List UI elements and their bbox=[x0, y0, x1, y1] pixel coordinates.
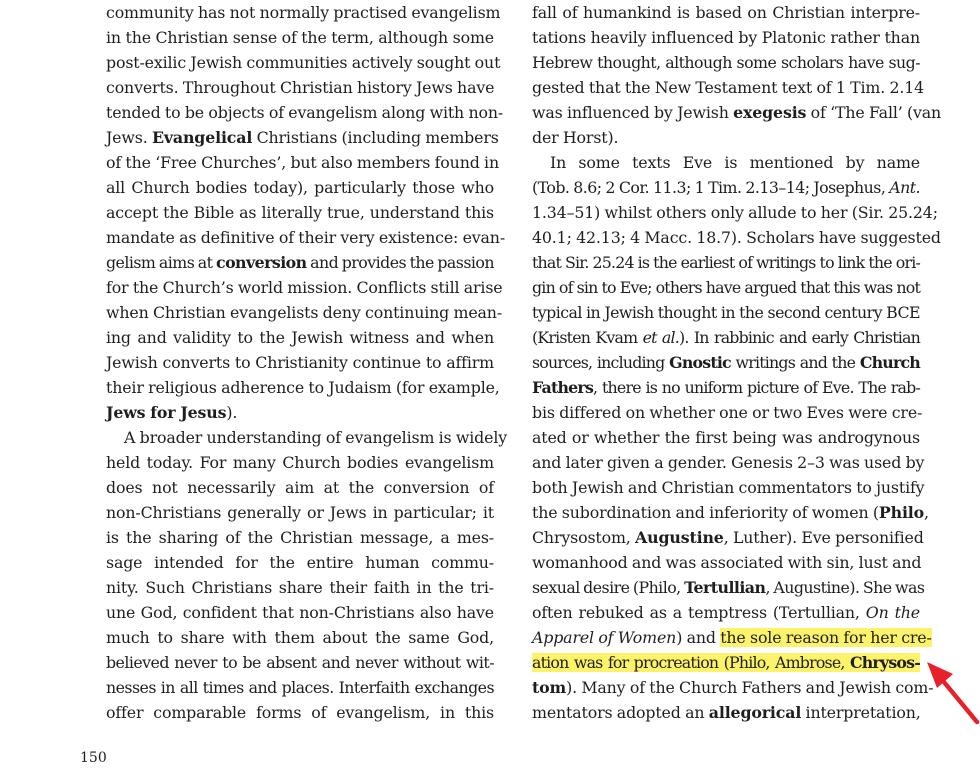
text-line bbox=[106, 250, 494, 275]
cross-reference-link[interactable]: exegesis bbox=[733, 103, 807, 122]
text-line bbox=[532, 275, 920, 300]
text-run: offer comparable forms of evangelism, in this bbox=[106, 703, 494, 722]
text-run: interpretation, bbox=[801, 703, 921, 722]
text-run: sexual desire (Philo, bbox=[532, 578, 685, 597]
text-line bbox=[532, 100, 942, 125]
text-run: ing and validity to the Jewish witness and when bbox=[106, 328, 494, 347]
text-line bbox=[106, 50, 501, 75]
text-line bbox=[106, 525, 494, 550]
text-line bbox=[106, 600, 494, 625]
cross-reference-link[interactable]: Fathers bbox=[532, 378, 594, 397]
text-run: Jewish converts to Christianity continue to affirm bbox=[106, 353, 494, 372]
text-run: (Kristen Kvam bbox=[532, 328, 643, 347]
text-run: gelism aims at bbox=[106, 253, 216, 272]
text-run: tended to be objects of evangelism along with non- bbox=[106, 103, 504, 122]
text-run: ). In rabbinic and early Christian bbox=[679, 328, 920, 347]
text-run: et al. bbox=[642, 328, 680, 347]
text-line bbox=[106, 175, 494, 200]
text-line bbox=[106, 375, 500, 400]
text-line bbox=[532, 650, 920, 675]
text-line bbox=[106, 150, 499, 175]
cross-reference-link[interactable]: Evangelical bbox=[151, 128, 253, 147]
text-run: , there is no uniform picture of Eve. The rab- bbox=[593, 378, 920, 397]
text-line bbox=[106, 275, 503, 300]
text-run: Ant. bbox=[889, 178, 920, 197]
highlighted-text: the sole reason for her cre- bbox=[720, 628, 932, 647]
text-line bbox=[532, 450, 925, 475]
text-run: In some texts Eve is mentioned by name bbox=[550, 153, 920, 172]
text-line bbox=[532, 475, 925, 500]
text-line bbox=[106, 225, 506, 250]
text-line bbox=[106, 550, 494, 575]
text-run: , bbox=[924, 503, 929, 522]
text-run: of ‘The Fall’ (van bbox=[806, 103, 942, 122]
text-run: both Jewish and Christian commentators to justify bbox=[532, 478, 925, 497]
text-line bbox=[106, 675, 494, 700]
text-run: when Christian evangelists deny continuing mean- bbox=[106, 303, 503, 322]
text-line bbox=[532, 700, 920, 725]
text-run: ated or whether the first being was androgynous bbox=[532, 428, 920, 447]
highlighted-text: Chrysos- bbox=[849, 653, 920, 672]
text-line bbox=[106, 0, 501, 25]
text-run: mentators adopted an bbox=[532, 703, 709, 722]
text-line bbox=[532, 175, 920, 200]
red-arrow-icon bbox=[925, 660, 980, 725]
text-run: and provides the passion bbox=[306, 253, 494, 272]
text-run: all Church bodies today), particularly those who bbox=[106, 178, 494, 197]
text-line bbox=[106, 125, 499, 150]
text-line bbox=[106, 575, 494, 600]
text-run: bis differed on whether one or two Eves were cre- bbox=[532, 403, 923, 422]
text-line bbox=[532, 400, 923, 425]
text-line bbox=[106, 700, 494, 725]
text-run: in the Christian sense of the term, although some bbox=[106, 28, 494, 47]
text-run: converts. Throughout Christian history Jews have bbox=[106, 78, 495, 97]
text-run: of the ‘Free Churches’, but also members found in bbox=[106, 153, 499, 172]
text-line bbox=[532, 300, 920, 325]
text-line bbox=[106, 300, 503, 325]
text-line bbox=[532, 150, 920, 175]
text-run: 40.1; 42.13; 4 Macc. 18.7). Scholars have suggested bbox=[532, 228, 941, 247]
text-line bbox=[106, 325, 494, 350]
text-line bbox=[106, 650, 494, 675]
text-line bbox=[106, 475, 494, 500]
text-run: womanhood and was associated with sin, lust and bbox=[532, 553, 922, 572]
text-run: nesses in all times and places. Interfaith exchanges bbox=[106, 678, 494, 697]
text-run: and later given a gender. Genesis 2–3 was used by bbox=[532, 453, 925, 472]
text-line bbox=[532, 50, 920, 75]
text-line bbox=[532, 500, 929, 525]
text-line bbox=[106, 425, 507, 450]
text-run: Hebrew thought, although some scholars have sug- bbox=[532, 53, 920, 72]
text-run: ). bbox=[226, 403, 238, 422]
text-line bbox=[532, 0, 920, 25]
text-run: Christians (including members bbox=[252, 128, 499, 147]
text-run: was influenced by Jewish bbox=[532, 103, 734, 122]
text-line bbox=[106, 350, 494, 375]
text-line bbox=[532, 425, 920, 450]
text-line bbox=[532, 325, 920, 350]
highlighted-text: ation was for procreation (Philo, Ambrose, bbox=[532, 653, 850, 672]
cross-reference-link[interactable]: Jews for Jesus bbox=[106, 403, 227, 422]
text-line bbox=[532, 75, 925, 100]
text-run: that Sir. 25.24 is the earliest of writings to link the ori- bbox=[532, 253, 920, 272]
text-run: is the sharing of the Christian message, a mes- bbox=[106, 528, 494, 547]
text-line bbox=[532, 375, 920, 400]
cross-reference-link[interactable]: Augustine bbox=[635, 528, 724, 547]
text-line bbox=[532, 575, 925, 600]
text-run: , Luther). Eve personified bbox=[723, 528, 924, 547]
text-line bbox=[532, 675, 934, 700]
text-run: for the Church’s world mission. Conflicts still arise bbox=[106, 278, 503, 297]
text-run: fall of humankind is based on Christian interpre- bbox=[532, 3, 920, 22]
text-run: A broader understanding of evangelism is widely bbox=[124, 428, 507, 447]
text-run: (Tob. 8.6; 2 Cor. 11.3; 1 Tim. 2.13–14; Josephus, bbox=[532, 178, 890, 197]
text-run: gin of sin to Eve; others have argued that this was not bbox=[532, 278, 920, 297]
text-line bbox=[532, 200, 938, 225]
text-line bbox=[532, 625, 932, 650]
text-line bbox=[532, 250, 920, 275]
text-run: , Augustine). She was bbox=[765, 578, 925, 597]
cross-reference-link[interactable]: Tertullian bbox=[684, 578, 766, 597]
text-run: der Horst). bbox=[532, 128, 619, 147]
text-run: community has not normally practised evangelism bbox=[106, 3, 501, 22]
cross-reference-link[interactable]: Gnostic bbox=[669, 353, 731, 372]
text-run: their religious adherence to Judaism (for example, bbox=[106, 378, 500, 397]
arrow-head bbox=[927, 662, 953, 688]
text-run: mandate as definitive of their very existence: evan- bbox=[106, 228, 506, 247]
text-line bbox=[532, 600, 920, 625]
text-run: writings and the bbox=[730, 353, 860, 372]
text-run: believed never to be absent and never without wit- bbox=[106, 653, 494, 672]
text-run: Apparel of Women bbox=[532, 628, 677, 647]
text-run: non-Christians generally or Jews in particular; it bbox=[106, 503, 494, 522]
text-line bbox=[532, 550, 920, 575]
text-line bbox=[106, 25, 494, 50]
text-run: tations heavily influenced by Platonic rather than bbox=[532, 28, 920, 47]
text-run: sources, including bbox=[532, 353, 670, 372]
cross-reference-link[interactable]: conversion bbox=[216, 253, 307, 272]
text-run: accept the Bible as literally true, understand this bbox=[106, 203, 494, 222]
text-run: gested that the New Testament text of 1 Tim. 2.14 bbox=[532, 78, 925, 97]
cross-reference-link[interactable]: Church bbox=[859, 353, 920, 372]
text-run: une God, confident that non-Christians also have bbox=[106, 603, 494, 622]
arrow-shaft bbox=[939, 676, 977, 722]
text-line bbox=[532, 350, 920, 375]
text-run: post-exilic Jewish communities actively sought out bbox=[106, 53, 501, 72]
text-run: sage intended for the entire human commu- bbox=[106, 553, 494, 572]
page-number: 150 bbox=[80, 750, 107, 766]
cross-reference-link[interactable]: Philo bbox=[878, 503, 925, 522]
cross-reference-link[interactable]: tom bbox=[532, 678, 567, 697]
text-run: Jews. bbox=[106, 128, 152, 147]
text-run: nity. Such Christians share their faith in the tri- bbox=[106, 578, 494, 597]
text-line bbox=[106, 100, 504, 125]
text-run: On the bbox=[865, 603, 920, 622]
text-line bbox=[106, 500, 494, 525]
text-line bbox=[532, 225, 941, 250]
text-line bbox=[532, 525, 924, 550]
text-line bbox=[532, 25, 920, 50]
text-run: ) and bbox=[676, 628, 721, 647]
text-line bbox=[106, 200, 494, 225]
text-run: does not necessarily aim at the conversion of bbox=[106, 478, 494, 497]
text-run: much to share with them about the same God, bbox=[106, 628, 494, 647]
text-run: Chrysostom, bbox=[532, 528, 636, 547]
text-run: held today. For many Church bodies evangelism bbox=[106, 453, 494, 472]
text-run: ). Many of the Church Fathers and Jewish com- bbox=[566, 678, 934, 697]
text-line bbox=[106, 625, 494, 650]
cross-reference-link[interactable]: allegorical bbox=[708, 703, 802, 722]
text-run: the subordination and inferiority of women ( bbox=[532, 503, 879, 522]
text-line bbox=[532, 125, 920, 150]
text-line bbox=[106, 450, 494, 475]
text-run: 1.34–51) whilst others only allude to her (Sir. 25.24; bbox=[532, 203, 938, 222]
text-line bbox=[106, 75, 494, 100]
text-line bbox=[106, 400, 494, 425]
text-run: often rebuked as a temptress (Tertullian, bbox=[532, 603, 866, 622]
text-run: typical in Jewish thought in the second century BCE bbox=[532, 303, 920, 322]
